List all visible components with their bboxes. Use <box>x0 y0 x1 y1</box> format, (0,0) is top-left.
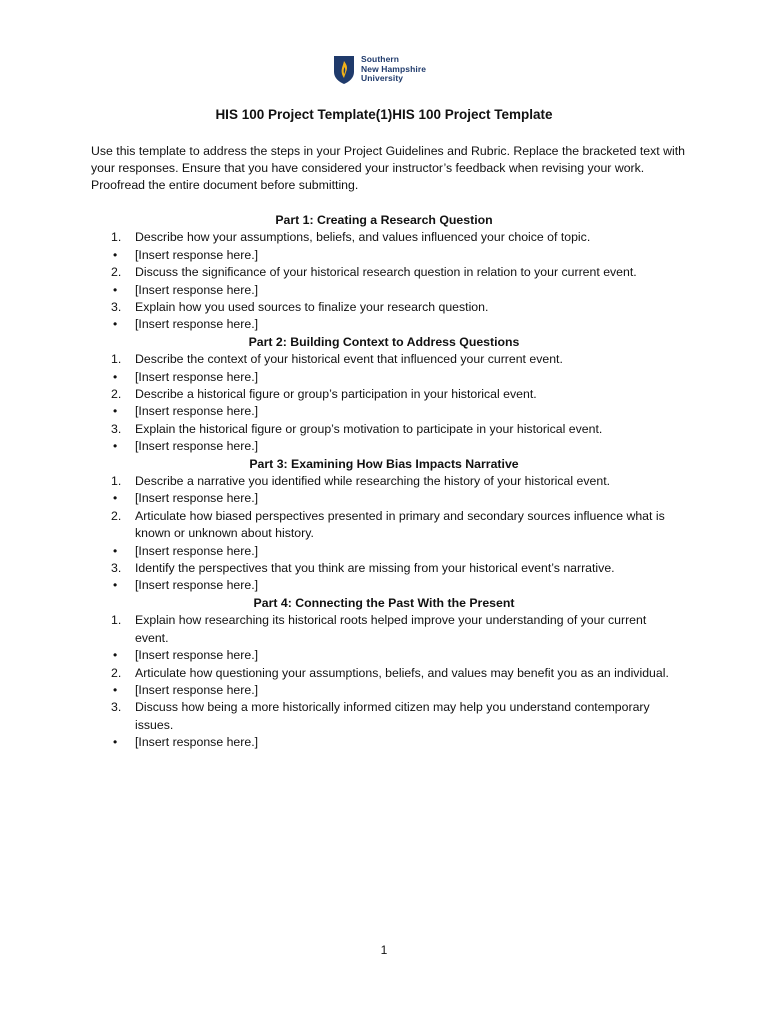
response-placeholder-item[interactable] <box>0 543 675 560</box>
response-placeholder-item[interactable] <box>0 316 675 333</box>
section-heading: Part 3: Examining How Bias Impacts Narrative <box>249 456 519 471</box>
number-marker: 3. <box>111 421 122 436</box>
bullet-marker: • <box>113 404 118 419</box>
bullet-marker: • <box>113 491 118 506</box>
number-marker: 2. <box>111 508 122 523</box>
response-placeholder-item[interactable] <box>0 577 675 594</box>
response-placeholder-item[interactable] <box>0 282 675 299</box>
response-placeholder-item[interactable] <box>0 438 675 455</box>
item-text: [Insert response here.] <box>135 648 259 663</box>
prompt-list-item <box>0 229 675 246</box>
item-text: Describe the context of your historical event that influenced your current event. <box>135 352 563 367</box>
item-text: [Insert response here.] <box>135 439 259 454</box>
document-title: HIS 100 Project Template(1)HIS 100 Project Template <box>215 107 553 122</box>
bullet-marker: • <box>113 543 118 558</box>
item-text: [Insert response here.] <box>135 404 259 419</box>
prompt-list-item <box>0 508 675 543</box>
item-text: Explain the historical figure or group’s motivation to participate in your historical event. <box>135 421 603 436</box>
item-text: [Insert response here.] <box>135 247 259 262</box>
item-text: [Insert response here.] <box>135 682 259 697</box>
item-text: Discuss how being a more historically informed citizen may help you understand contemporary issues. <box>135 700 650 732</box>
response-placeholder-item[interactable] <box>0 682 675 699</box>
item-text: [Insert response here.] <box>135 317 259 332</box>
document-body <box>0 212 768 752</box>
item-text: [Insert response here.] <box>135 735 259 750</box>
number-marker: 2. <box>111 665 122 680</box>
bullet-marker: • <box>113 578 118 593</box>
item-text: Describe a historical figure or group’s participation in your historical event. <box>135 387 537 402</box>
response-placeholder-item[interactable] <box>0 369 675 386</box>
prompt-list-item <box>0 473 675 490</box>
item-text: Articulate how questioning your assumptions, beliefs, and values may benefit you as an individual. <box>135 665 669 680</box>
bullet-marker: • <box>113 247 118 262</box>
item-text: [Insert response here.] <box>135 491 259 506</box>
section-heading: Part 1: Creating a Research Question <box>275 213 493 227</box>
prompt-list-item <box>0 665 675 682</box>
response-placeholder-item[interactable] <box>0 247 675 264</box>
item-text: Explain how researching its historical roots helped improve your understanding of your current event. <box>135 613 647 645</box>
item-text: Discuss the significance of your historical research question in relation to your current event. <box>135 265 637 280</box>
bullet-marker: • <box>113 682 118 697</box>
prompt-list-item <box>0 264 675 281</box>
bullet-marker: • <box>113 369 118 384</box>
intro-paragraph: Use this template to address the steps in your Project Guidelines and Rubric. Replace the bracketed text with your responses. Ensure that you have considered your instructor’s feedback when revising your work. Proofread the entire document before submitting. <box>91 144 685 192</box>
bullet-marker: • <box>113 439 118 454</box>
section-heading: Part 4: Connecting the Past With the Present <box>253 595 515 610</box>
item-text: Describe how your assumptions, beliefs, and values influenced your choice of topic. <box>135 230 591 245</box>
number-marker: 1. <box>111 352 122 367</box>
number-marker: 3. <box>111 561 122 576</box>
prompt-list-item <box>0 386 675 403</box>
item-text: [Insert response here.] <box>135 543 259 558</box>
bullet-marker: • <box>113 317 118 332</box>
shield-flame-icon <box>333 55 355 85</box>
university-logo <box>333 55 426 85</box>
prompt-list-item <box>0 560 675 577</box>
prompt-list-item <box>0 351 675 368</box>
prompt-list-item <box>0 699 675 734</box>
prompt-list-item <box>0 421 675 438</box>
item-text: [Insert response here.] <box>135 282 259 297</box>
logo-line-2: New Hampshire <box>361 63 427 74</box>
page-number: 1 <box>380 943 388 957</box>
item-text: Explain how you used sources to finalize your research question. <box>135 300 489 315</box>
item-text: Articulate how biased perspectives presented in primary and secondary sources influence what is known or unknown about history. <box>135 508 665 541</box>
logo-line-3: University <box>361 73 404 83</box>
number-marker: 1. <box>111 474 122 489</box>
bullet-marker: • <box>113 282 118 297</box>
university-wordmark <box>361 55 426 84</box>
logo-line-1: Southern <box>361 54 400 64</box>
bullet-marker: • <box>113 735 118 750</box>
number-marker: 2. <box>111 387 122 402</box>
response-placeholder-item[interactable] <box>0 647 675 664</box>
response-placeholder-item[interactable] <box>0 403 675 420</box>
number-marker: 1. <box>111 613 122 628</box>
section-heading: Part 2: Building Context to Address Questions <box>248 334 520 349</box>
number-marker: 2. <box>111 265 122 280</box>
item-text: Describe a narrative you identified while researching the history of your historical event. <box>135 474 611 489</box>
number-marker: 3. <box>111 300 122 315</box>
prompt-list-item <box>0 612 675 647</box>
response-placeholder-item[interactable] <box>0 734 675 751</box>
number-marker: 1. <box>111 230 122 245</box>
response-placeholder-item[interactable] <box>0 490 675 507</box>
prompt-list-item <box>0 299 675 316</box>
number-marker: 3. <box>111 700 122 715</box>
item-text: [Insert response here.] <box>135 369 259 384</box>
bullet-marker: • <box>113 648 118 663</box>
item-text: Identify the perspectives that you think are missing from your historical event’s narrative. <box>135 561 615 576</box>
item-text: [Insert response here.] <box>135 578 259 593</box>
